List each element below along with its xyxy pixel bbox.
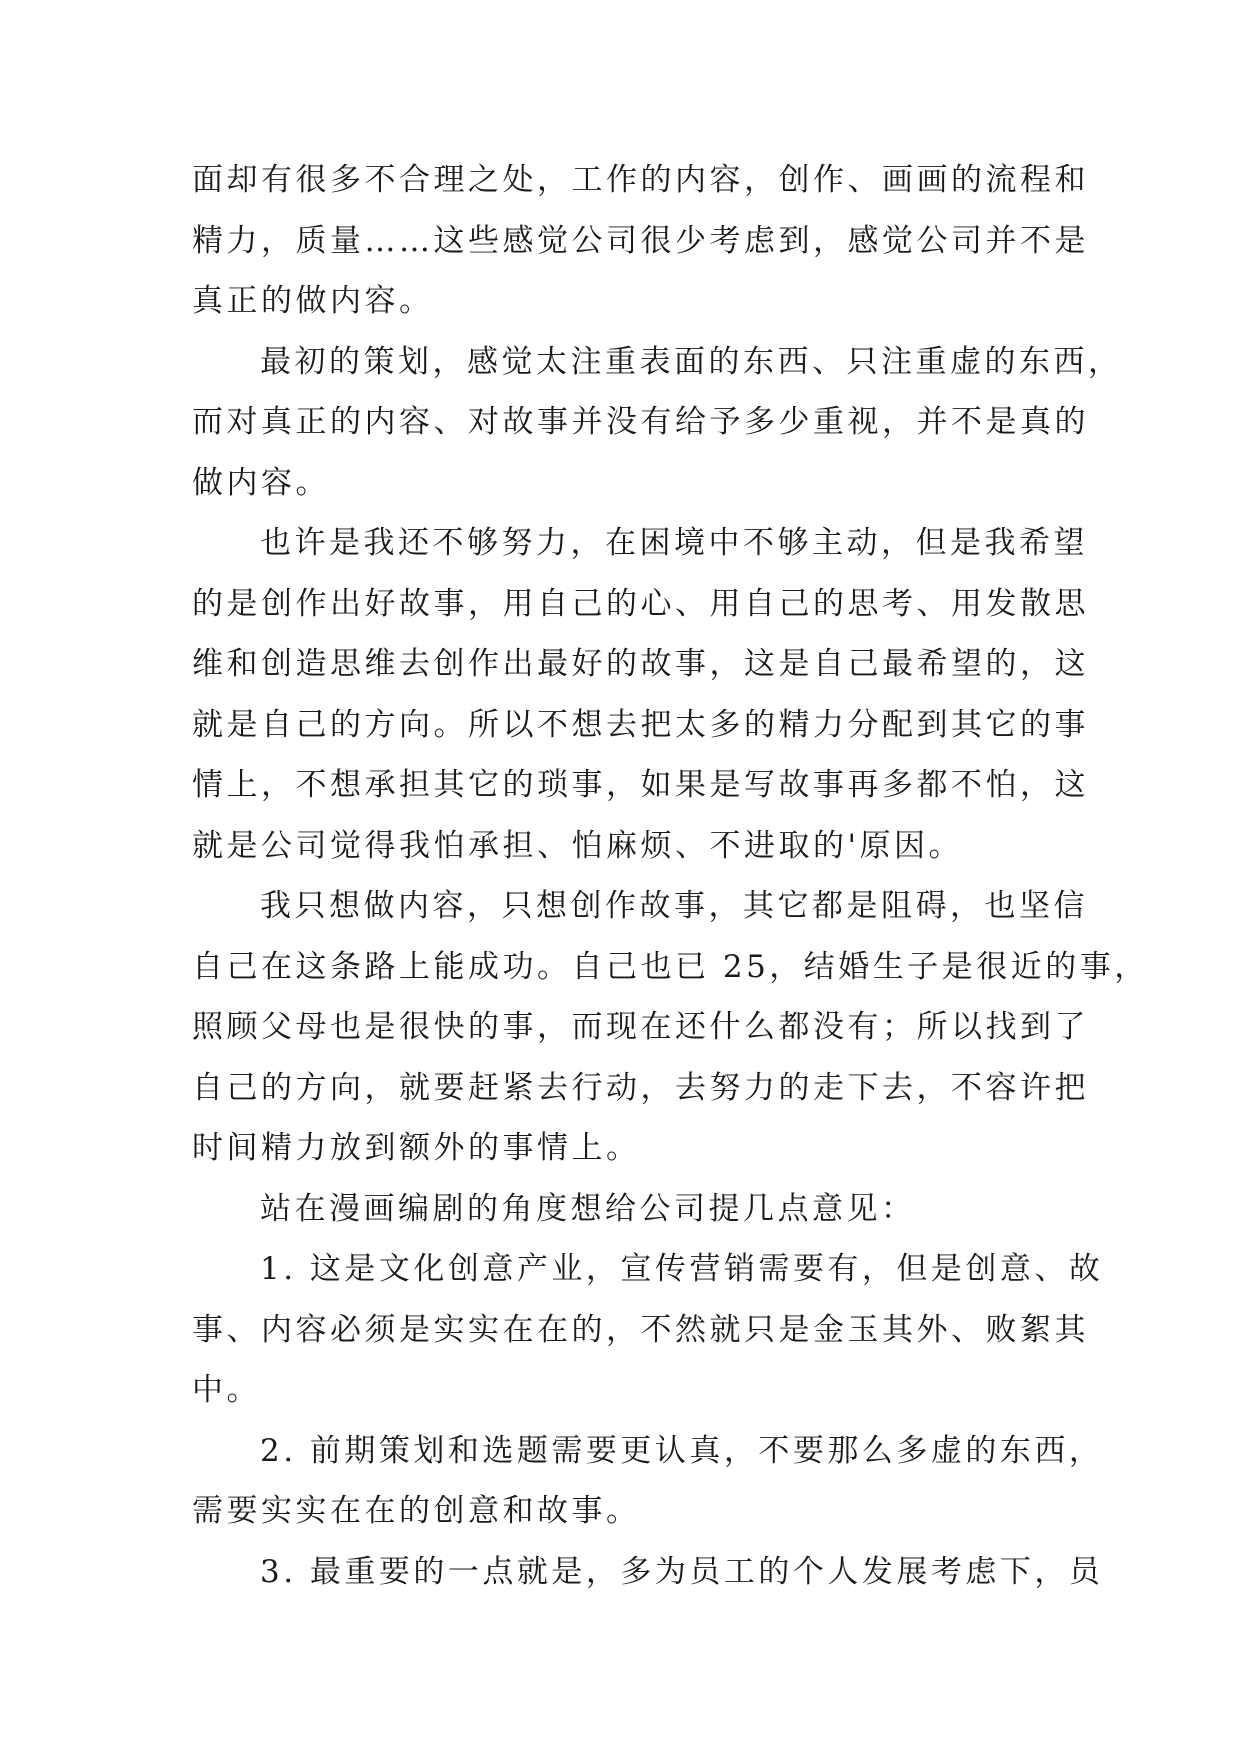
text-line: 而对真正的内容、对故事并没有给予多少重视，并不是真的 <box>192 404 1089 440</box>
paragraph-first-line: 也许是我还不够努力，在困境中不够主动，但是我希望 <box>260 525 1088 561</box>
text-line: 情上，不想承担其它的琐事，如果是写故事再多都不怕，这 <box>192 767 1089 803</box>
list-item-3-first-line: 3. 最重要的一点就是，多为员工的个人发展考虑下，员 <box>260 1553 1104 1590</box>
document-body <box>192 150 1149 1602</box>
text-line: 的是创作出好故事，用自己的心、用自己的思考、用发散思 <box>192 585 1089 622</box>
paragraph-first-line: 我只想做内容，只想创作故事，其它都是阻碍，也坚信 <box>260 888 1088 924</box>
text-line: 就是公司觉得我怕承担、怕麻烦、不进取的'原因。 <box>192 827 964 864</box>
text-line: 需要实实在在的创意和故事。 <box>192 1493 641 1529</box>
text-line: 事、内容必须是实实在在的，不然就只是金玉其外、败絮其 <box>192 1311 1089 1348</box>
paragraph-first-line: 站在漫画编剧的角度想给公司提几点意见： <box>260 1190 916 1227</box>
text-line: 时间精力放到额外的事情上。 <box>192 1130 641 1166</box>
text-line: 真正的做内容。 <box>192 283 434 319</box>
text-line: 就是自己的方向。所以不想去把太多的精力分配到其它的事 <box>192 706 1089 743</box>
text-line: 自己在这条路上能成功。自己也已 25，结婚生子是很近的事， <box>192 948 1149 985</box>
text-line: 做内容。 <box>192 464 330 501</box>
text-line: 精力，质量……这些感觉公司很少考虑到，感觉公司并不是 <box>192 222 1089 259</box>
text-line: 照顾父母也是很快的事，而现在还什么都没有；所以找到了 <box>192 1009 1089 1045</box>
text-line: 面却有很多不合理之处，工作的内容，创作、画画的流程和 <box>192 162 1089 198</box>
text-line: 维和创造思维去创作出最好的故事，这是自己最希望的，这 <box>192 646 1089 682</box>
text-line: 中。 <box>192 1372 261 1408</box>
list-item-2-first-line: 2. 前期策划和选题需要更认真，不要那么多虚的东西， <box>260 1432 1104 1469</box>
list-item-1-first-line: 1. 这是文化创意产业，宣传营销需要有，但是创意、故 <box>260 1251 1104 1287</box>
text-line: 自己的方向，就要赶紧去行动，去努力的走下去，不容许把 <box>192 1069 1089 1106</box>
paragraph-first-line: 最初的策划，感觉太注重表面的东西、只注重虚的东西， <box>260 343 1123 380</box>
